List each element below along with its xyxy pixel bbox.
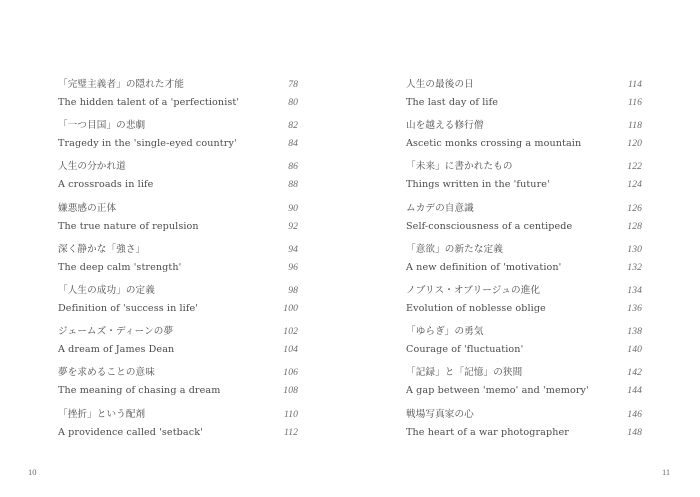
toc-page-number-english: 104 — [283, 344, 298, 356]
toc-right-column — [406, 76, 642, 447]
toc-page-number-english: 132 — [627, 261, 642, 273]
toc-line — [406, 300, 642, 318]
toc-line — [58, 158, 298, 176]
toc-page-number-japanese: 86 — [288, 161, 298, 173]
toc-entry — [406, 364, 642, 405]
toc-line — [406, 364, 642, 382]
toc-line — [406, 323, 642, 341]
toc-title-japanese: 人生の分かれ道 — [58, 161, 126, 173]
toc-line — [406, 218, 642, 236]
toc-entry — [58, 117, 298, 158]
toc-line — [58, 241, 298, 259]
toc-line — [58, 200, 298, 218]
toc-title-japanese: 「一つ目国」の悲劇 — [58, 120, 146, 132]
toc-title-english: The last day of life — [406, 97, 498, 108]
toc-page-number-japanese: 130 — [627, 243, 642, 255]
toc-title-english: The true nature of repulsion — [58, 220, 199, 232]
toc-page-number-english: 80 — [288, 97, 298, 108]
toc-title-japanese: ムカデの自意識 — [406, 202, 474, 214]
toc-title-japanese: 戦場写真家の心 — [406, 408, 474, 420]
toc-entry — [58, 200, 298, 241]
toc-title-english: The deep calm 'strength' — [58, 261, 182, 273]
toc-title-japanese: 「未来」に書かれたもの — [406, 161, 513, 173]
toc-line — [406, 341, 642, 359]
toc-page-number-english: 144 — [627, 385, 642, 397]
toc-entry — [58, 364, 298, 405]
toc-line — [406, 94, 642, 112]
toc-line — [58, 382, 298, 400]
page-number-right: 11 — [662, 467, 671, 477]
toc-line — [58, 117, 298, 135]
toc-entry — [406, 323, 642, 364]
toc-page-number-english: 112 — [284, 426, 298, 438]
toc-line — [58, 218, 298, 236]
toc-page-number-japanese: 134 — [627, 284, 642, 296]
toc-page-number-english: 148 — [627, 426, 642, 438]
toc-page-number-japanese: 138 — [627, 326, 642, 338]
toc-page-number-japanese: 102 — [283, 326, 298, 338]
toc-page-number-english: 136 — [627, 302, 642, 314]
toc-page-number-japanese: 106 — [283, 367, 298, 379]
toc-line — [58, 282, 298, 300]
toc-entry — [406, 158, 642, 199]
toc-page-number-english: 100 — [283, 302, 298, 314]
toc-title-english: Ascetic monks crossing a mountain — [406, 138, 582, 150]
toc-entry — [58, 76, 298, 117]
toc-title-japanese: 嫌悪感の正体 — [58, 202, 117, 214]
toc-title-japanese: 「人生の成功」の定義 — [58, 284, 155, 296]
toc-title-japanese: 夢を求めることの意味 — [58, 367, 155, 379]
toc-line — [406, 158, 642, 176]
toc-line — [58, 341, 298, 359]
toc-entry — [406, 76, 642, 117]
toc-page-number-english: 108 — [283, 385, 298, 397]
toc-title-english: Definition of 'success in life' — [58, 302, 198, 314]
toc-entry — [58, 158, 298, 199]
toc-title-english: Evolution of noblesse oblige — [406, 302, 546, 314]
toc-entry — [58, 323, 298, 364]
toc-title-japanese: ノブリス・オブリージュの進化 — [406, 284, 541, 296]
toc-page-number-japanese: 126 — [627, 202, 642, 214]
toc-left-column — [58, 76, 298, 447]
toc-title-english: The hidden talent of a 'perfectionist' — [58, 97, 240, 108]
toc-page-number-english: 84 — [288, 138, 298, 150]
toc-title-english: A gap between 'memo' and 'memory' — [406, 385, 589, 397]
toc-entry — [406, 117, 642, 158]
toc-page-number-english: 92 — [288, 220, 298, 232]
toc-line — [58, 300, 298, 318]
toc-title-english: Self-consciousness of a centipede — [406, 220, 573, 232]
toc-line — [58, 364, 298, 382]
toc-line — [58, 76, 298, 94]
toc-page-number-english: 124 — [627, 179, 642, 191]
toc-title-english: A crossroads in life — [58, 179, 154, 191]
toc-page-number-japanese: 110 — [284, 408, 298, 420]
toc-title-japanese: ジェームズ・ディーンの夢 — [58, 326, 174, 338]
toc-page-number-japanese: 78 — [288, 79, 298, 90]
toc-page-number-japanese: 90 — [288, 202, 298, 214]
toc-line — [58, 424, 298, 442]
toc-title-japanese: 深く静かな「強さ」 — [58, 243, 146, 255]
toc-page-number-english: 116 — [628, 97, 642, 108]
toc-title-japanese: 「完璧主義者」の隠れた才能 — [58, 79, 185, 90]
toc-line — [406, 135, 642, 153]
toc-line — [406, 76, 642, 94]
toc-page-number-japanese: 98 — [288, 284, 298, 296]
toc-page-number-japanese: 118 — [628, 120, 642, 132]
page-number-left: 10 — [28, 467, 37, 477]
toc-page-number-english: 140 — [627, 344, 642, 356]
toc-entry — [58, 406, 298, 447]
toc-title-english: Tragedy in the 'single-eyed country' — [58, 138, 237, 150]
toc-line — [406, 282, 642, 300]
toc-title-english: A providence called 'setback' — [58, 426, 203, 438]
toc-page-number-japanese: 114 — [628, 79, 642, 90]
toc-page-number-english: 120 — [627, 138, 642, 150]
toc-title-english: The heart of a war photographer — [406, 426, 569, 438]
toc-title-japanese: 人生の最後の日 — [406, 79, 474, 90]
toc-line — [58, 135, 298, 153]
toc-title-english: A dream of James Dean — [58, 344, 175, 356]
toc-page-number-japanese: 146 — [627, 408, 642, 420]
toc-line — [58, 259, 298, 277]
toc-title-english: Courage of 'fluctuation' — [406, 344, 524, 356]
toc-line — [58, 406, 298, 424]
toc-page-number-japanese: 82 — [288, 120, 298, 132]
toc-entry — [58, 282, 298, 323]
toc-page-number-english: 88 — [288, 179, 298, 191]
toc-title-japanese: 「記録」と「記憶」の狭間 — [406, 367, 523, 379]
toc-title-japanese: 山を越える修行僧 — [406, 120, 484, 132]
toc-title-english: A new definition of 'motivation' — [406, 261, 562, 273]
toc-line — [406, 241, 642, 259]
toc-line — [406, 259, 642, 277]
toc-line — [58, 94, 298, 112]
toc-line — [406, 176, 642, 194]
toc-line — [406, 424, 642, 442]
toc-title-japanese: 「ゆらぎ」の勇気 — [406, 326, 484, 338]
toc-line — [406, 117, 642, 135]
toc-entry — [406, 282, 642, 323]
toc-entry — [406, 241, 642, 282]
toc-entry — [406, 406, 642, 447]
toc-line — [406, 200, 642, 218]
toc-entry — [58, 241, 298, 282]
toc-page-number-japanese: 122 — [627, 161, 642, 173]
toc-page-number-japanese: 142 — [627, 367, 642, 379]
toc-title-japanese: 「意欲」の新たな定義 — [406, 243, 503, 255]
toc-entry — [406, 200, 642, 241]
toc-title-english: The meaning of chasing a dream — [58, 385, 221, 397]
toc-line — [406, 406, 642, 424]
toc-title-japanese: 「挫折」という配剤 — [58, 408, 146, 420]
toc-line — [58, 176, 298, 194]
toc-title-english: Things written in the 'future' — [406, 179, 550, 191]
toc-page-number-japanese: 94 — [288, 243, 298, 255]
toc-page-number-english: 128 — [627, 220, 642, 232]
toc-line — [58, 323, 298, 341]
toc-line — [406, 382, 642, 400]
toc-page-number-english: 96 — [288, 261, 298, 273]
